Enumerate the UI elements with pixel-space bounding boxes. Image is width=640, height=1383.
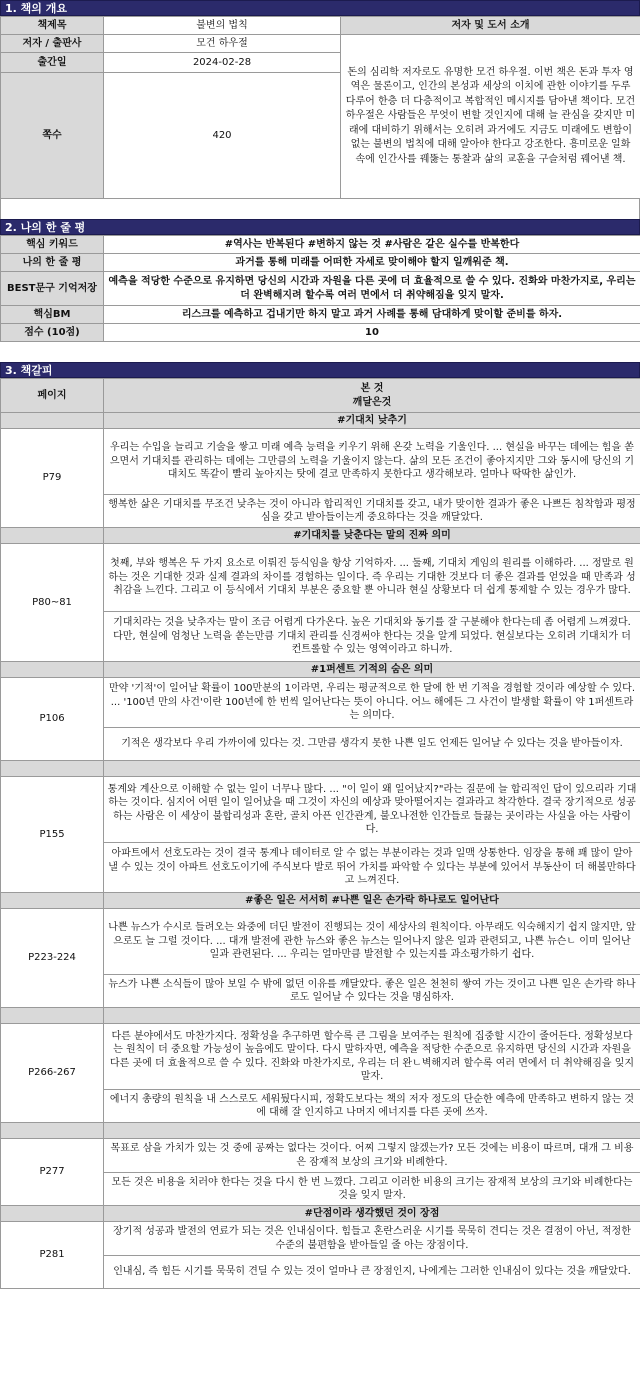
date-value: 2024-02-28 [104,53,341,73]
learned-note: 기적은 생각보다 우리 가까이에 있다는 것. 그만큼 생각지 못한 나쁜 일도 언제든 일어날 수 있다는 것을 받아들이자. [104,728,640,761]
topic-row [104,1123,640,1139]
label-book-title: 책제목 [1,17,104,35]
label-score: 점수 (10점) [1,324,104,342]
page-number: P266-267 [1,1024,104,1123]
header-page: 페이지 [1,379,104,413]
keywords-value: #역사는 반복된다 #변하지 않는 것 #사람은 같은 실수를 반복한다 [104,236,640,254]
topic-row: #좋은 일은 서서히 #나쁜 일은 손가락 하나로도 일어난다 [104,893,640,909]
topic-blank-cell [1,1206,104,1222]
section-spacer [0,342,640,362]
one-line-review-table [0,235,640,342]
topic-row: #기대치를 낮춘다는 말의 진짜 의미 [104,528,640,544]
topic-row: #기대치 낮추기 [104,413,640,429]
learned-note: 인내심, 즉 힘든 시기를 묵묵히 견딜 수 있는 것이 얼마나 큰 장점인지, 나에게는 그러한 인내심이 있다는 것을 깨달았다. [104,1256,640,1289]
label-author: 저자 / 출판사 [1,35,104,53]
learned-note: 기대치라는 것을 낮추자는 말이 조금 어렵게 다가온다. 높은 기대치와 동기를 잘 구분해야 한다는데 좀 어렵게 느껴졌다. 다만, 현실에 엄청난 노력을 쏟는만큼 기대치 관리를 신경써야 한다는 것을 알게 되었다. 현실보다는 오히려 기대치가 더 컨트롤할 수 있는 영역이라고 하니까. [104,612,640,662]
topic-row: #1퍼센트 기적의 숨은 의미 [104,662,640,678]
header-learned: 깨달은것 [352,396,392,408]
book-overview-table [0,16,640,199]
seen-note: 장기적 성공과 발전의 연료가 되는 것은 인내심이다. 힘들고 혼란스러운 시기를 묵묵히 견디는 것은 결점이 아닌, 적정한 수준의 불편함을 받아들일 줄 아는 장점이다. [104,1222,640,1256]
seen-note: 우리는 수입을 늘리고 기술을 쌓고 미래 예측 능력을 키우기 위해 온갖 노력을 기울인다. ... 현실을 바꾸는 데에는 힘을 쏟으면서 기대치를 관리하는 데에는 그만큼의 노력을 기울이지 않는다. 삶의 모든 조건이 좋아지지만 그와 동시에 당신의 기대치도 똑같이 빨리 높아지는 탓에 결코 만족하지 못한다고 생각해보라. 얼마나 딱딱한 삶인가. [104,429,640,495]
pages-value: 420 [104,73,341,199]
topic-row [104,1008,640,1024]
label-best-quote: BEST문구 기억저장 [1,272,104,306]
topic-blank-cell [1,761,104,777]
label-summary: 저자 및 도서 소개 [341,17,640,35]
page-number: P281 [1,1222,104,1289]
section-3-title: 3. 책갈피 [0,362,640,378]
best-quote-value: 예측을 적당한 수준으로 유지하면 당신의 시간과 자원을 다른 곳에 더 효율적으로 쓸 수 있다. 진화와 마찬가지로, 우리는 더 완벽해지려 할수록 여러 면에서 더 취약해짐을 잊지 말자. [104,272,640,306]
core-bm-value: 리스크를 예측하고 겁내기만 하지 말고 과거 사례를 통해 담대하게 맞이할 준비를 하자. [104,306,640,324]
one-line-value: 과거를 통해 미래를 어떠한 자세로 맞이해야 할지 일깨워준 책. [104,254,640,272]
topic-blank-cell [1,662,104,678]
seen-note: 첫째, 부와 행복은 두 가지 요소로 이뤄진 등식임을 항상 기억하자. ... 둘째, 기대치 게임의 원리를 이해하라. ... 정말로 원하는 것은 기대한 것과 실제 결과의 차이를 경험하는 일이다. 즉 우리는 기대한 것보다 더 좋은 결과를 얻었을 때 만족과 성취감을 느낀다. 그리고 이 등식에서 기대치 부분은 중요할 뿐 아니라 현실 상황보다 더 쉽게 통제할 수 있는 경우가 많다. [104,544,640,612]
page-number: P106 [1,678,104,761]
topic-row [104,761,640,777]
learned-note: 행복한 삶은 기대치를 무조건 낮추는 것이 아니라 합리적인 기대치를 갖고, 내가 맞이한 결과가 좋은 나쁘든 침착함과 평정심을 갖고 받아들이는게 중요하다는 것을 깨달았다. [104,495,640,528]
summary-text: 돈의 심리학 저자로도 유명한 모건 하우절. 이번 책은 돈과 투자 영역은 물론이고, 인간의 본성과 세상의 이치에 관한 이야기를 두루 다루어 한층 더 다층적이고 복합적인 메시지를 담아낸 책이다. 모건 하우절은 사람들은 무엇이 변할 것인지에 대해 늘 관심을 갖지만 미래에 대비하기 위해서는 오히려 과거에도 지금도 미래에도 변함이 없는 불변의 법칙에 대해 알아야 한다고 강조한다. 흥미로운 일화 속에 인간사를 꿰뚫는 통찰과 삶의 교훈을 구슬처럼 꿰어낸 책. [341,35,640,199]
seen-note: 목표로 삼을 가치가 있는 것 중에 공짜는 없다는 것이다. 어찌 그렇지 않겠는가? 모든 것에는 비용이 따르며, 대개 그 비용은 잠재적 보상의 크기와 비례한다. [104,1139,640,1173]
book-title-value: 불변의 법칙 [104,17,341,35]
learned-note: 에너지 총량의 원칙을 내 스스로도 세워뒀다시피, 정확도보다는 책의 저자 정도의 단순한 예측에 만족하고 변하지 않는 것에 대해 잘 인지하고 나머지 에너지를 다른 곳에 쓰자. [104,1090,640,1123]
page-number: P277 [1,1139,104,1206]
topic-blank-cell [1,893,104,909]
topic-blank-cell [1,528,104,544]
label-core-bm: 핵심BM [1,306,104,324]
seen-note: 나쁜 뉴스가 수시로 들려오는 와중에 더딘 발전이 진행되는 것이 세상사의 원칙이다. 아무래도 익숙해지기 쉽지 않지만, 앞으로도 늘 그럴 것이다. ... 대개 발전에 관한 뉴스와 좋은 뉴스는 일어나지 않은 일과 관련되고, 나쁜 뉴슨ㄴ 이미 일어난 일과 관련된다. ... 우리는 얼마만큼 발전할 수 있는지를 과소평가하기 쉽다. [104,909,640,975]
section-1-title: 1. 책의 개요 [0,0,640,16]
header-seen: 본 것 [360,383,384,394]
topic-blank-cell [1,1123,104,1139]
label-keywords: 핵심 키워드 [1,236,104,254]
label-date: 출간일 [1,53,104,73]
seen-note: 다른 분야에서도 마찬가지다. 정확성을 추구하면 할수록 큰 그림을 보여주는 원칙에 집중할 시간이 줄어든다. 정확성보다는 원칙이 더 중요할 가능성이 높음에도 말이다. 다시 말하자면, 예측을 적당한 수준으로 유지하면 당신의 시간과 자원을 다른 곳에 더 효율적으로 쓸 수 있다. 진화와 마찬가지로, 우리는 더 완ㄴ벽해지려 할수록 여러 면에서 더 취약해짐을 잊지 말자. [104,1024,640,1090]
page-number: P223-224 [1,909,104,1008]
section-spacer [0,199,640,219]
learned-note: 뉴스가 나쁜 소식들이 많아 보일 수 밖에 없던 이유를 깨달았다. 좋은 일은 천천히 쌓여 가는 것이고 나쁜 일은 손가락 하나로도 일어날 수 있다는 것을 명심하자. [104,975,640,1008]
learned-note: 모든 것은 비용을 치러야 한다는 것을 다시 한 번 느꼈다. 그리고 이러한 비용의 크기는 잠재적 보상의 크기와 비례한다는 것을 잊지 말자. [104,1173,640,1206]
score-value: 10 [104,324,640,342]
section-2-title: 2. 나의 한 줄 평 [0,219,640,235]
page-number: P155 [1,777,104,893]
topic-blank-cell [1,1008,104,1024]
author-value: 모건 하우절 [104,35,341,53]
learned-note: 아파트에서 선호도라는 것이 결국 통계나 데이터로 알 수 없는 부분이라는 것과 일맥 상통한다. 임장을 통해 꽤 많이 알아낼 수 있는 것이 아파트 선호도이기에 주식보다 발로 뛰어 가치를 파악할 수 있다는 부분에 있어서 부동산이 더 해볼만하다고 느껴진다. [104,843,640,893]
seen-note: 만약 '기적'이 일어날 확률이 100만분의 1이라면, 우리는 평균적으로 한 달에 한 번 기적을 경험할 것이라 예상할 수 있다. ... '100년 만의 사건'이란 100년에 한 번씩 일어난다는 뜻이 아니다. 어느 해에든 그 사건이 발생할 확률이 약 1퍼센트라는 의미다. [104,678,640,728]
label-one-line: 나의 한 줄 평 [1,254,104,272]
bookmarks-table [0,378,640,1289]
topic-blank-cell [1,413,104,429]
page-number: P79 [1,429,104,528]
header-notes [104,379,640,413]
topic-row: #단점이라 생각했던 것이 장점 [104,1206,640,1222]
label-pages: 쪽수 [1,73,104,199]
seen-note: 통계와 계산으로 이해할 수 없는 일이 너무나 많다. ... "이 일이 왜 일어났지?"라는 질문에 늘 합리적인 답이 있으리라 기대하는 것이다. 심지어 어떤 일이 일어났을 때 그것이 자신의 예상과 맞아떨어지는 결과라고 착각한다. 결국 장기적으로 성공하는 사람은 이 세상이 불합리성과 혼란, 골치 아픈 인간관계, 불오나전한 인간들로 들끓는 곳이라는 사실을 아는 사람이다. [104,777,640,843]
page-number: P80~81 [1,544,104,662]
